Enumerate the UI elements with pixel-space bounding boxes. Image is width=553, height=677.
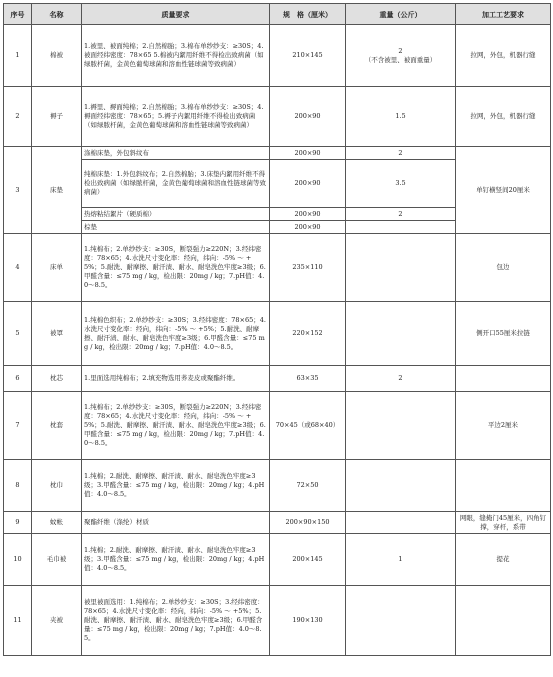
table-row <box>4 234 551 302</box>
row-spec: 72×50 <box>270 460 346 512</box>
table-row <box>4 512 551 534</box>
row-no: 2 <box>4 87 32 147</box>
header-weight: 重量（公斤） <box>346 4 456 25</box>
row-process: 侧开口55厘米拉链 <box>456 302 551 366</box>
header-name: 名称 <box>32 4 82 25</box>
row-weight: 2 <box>346 366 456 392</box>
row-quality: 热熔粘结絮片（硬质棉） <box>82 208 270 221</box>
table-row <box>4 392 551 460</box>
row-quality: 被里被面选用：1.纯棉布；2.单纱纱支：≥30S；3.经纬密度：78×65；4.水洗尺寸变化率：经向，纬向：-5% ～ +5%；5.耐洗、耐摩擦、耐汗渍、耐水、耐皂洗色牢度≥3级；6.甲醛含量：≤75 mg / kg，检出限：20mg / kg；7.pH值：4.0～8.5。 <box>82 586 270 656</box>
row-quality: 纯棉床垫：1.外包斜纹布；2.自然棉胎；3.床垫内絮用纤维不得检出致病菌（如绿脓杆菌，金黄色葡萄球菌和溶血性链球菌等致病菌） <box>82 160 270 208</box>
row-name: 被罩 <box>32 302 82 366</box>
table-row <box>4 586 551 656</box>
row-quality: 1.纯棉；2.耐洗、耐摩擦、耐汗渍、耐水、耐皂洗色牢度≥3级；3.甲醛含量：≤75 mg / kg，检出限：20mg / kg；4.pH值：4.0～8.5。 <box>82 460 270 512</box>
row-weight <box>346 460 456 512</box>
row-name: 床垫 <box>32 147 82 234</box>
row-spec: 235×110 <box>270 234 346 302</box>
row-quality: 聚酯纤维（涤纶）材质 <box>82 512 270 534</box>
row-process: 拉网，外包，机器行缝 <box>456 87 551 147</box>
row-name: 枕芯 <box>32 366 82 392</box>
row-process: 平边2厘米 <box>456 392 551 460</box>
row-spec: 200×90 <box>270 87 346 147</box>
table-row <box>4 366 551 392</box>
row-name: 夹被 <box>32 586 82 656</box>
row-quality: 1.被里、被面纯棉；2.自然棉胎；3.棉布单纱纱支：≥30S；4.被面经纬密度：78×65 5.棉被内絮用纤维不得检出致病菌（如绿脓杆菌，金黄色葡萄球菌和溶血性链球菌等致病菌） <box>82 25 270 87</box>
row-name: 蚊帐 <box>32 512 82 534</box>
row-name: 毛巾被 <box>32 534 82 586</box>
row-weight <box>346 512 456 534</box>
table-row <box>4 147 551 160</box>
row-process: 拉网，外包，机器行缝 <box>456 25 551 87</box>
product-spec-table <box>3 3 551 656</box>
row-quality: 1.里面选用纯棉布；2.填充物选用荞麦皮或聚酯纤维。 <box>82 366 270 392</box>
table-row <box>4 534 551 586</box>
row-name: 枕套 <box>32 392 82 460</box>
table-row <box>4 25 551 87</box>
row-no: 5 <box>4 302 32 366</box>
row-process: 网眼，缝掩门45厘米，四角钉撑，穿杆，系带 <box>456 512 551 534</box>
row-no: 1 <box>4 25 32 87</box>
row-weight <box>346 586 456 656</box>
row-no: 3 <box>4 147 32 234</box>
header-row <box>4 4 551 25</box>
row-spec: 200×90 <box>270 208 346 221</box>
row-process: 提花 <box>456 534 551 586</box>
row-process <box>456 586 551 656</box>
row-no: 8 <box>4 460 32 512</box>
row-weight: 1.5 <box>346 87 456 147</box>
row-quality: 1.纯棉；2.耐洗、耐摩擦、耐汗渍、耐水、耐皂洗色牢度≥3级；3.甲醛含量：≤75 mg / kg，检出限：20mg / kg；4.pH值：4.0～8.5。 <box>82 534 270 586</box>
row-spec: 70×45（或68×40） <box>270 392 346 460</box>
table-row <box>4 302 551 366</box>
row-process <box>456 366 551 392</box>
row-weight <box>346 221 456 234</box>
row-weight: 2 （不含被里、被面重量） <box>346 25 456 87</box>
row-quality: 1.纯棉布；2.单纱纱支：≥30S，断裂强力≥220N；3.经纬密度：78×65；4.水洗尺寸变化率：经向，纬向：-5% ～ +5%；5.耐洗、耐摩擦、耐汗渍、耐水、耐皂洗色牢度≥3级；6.甲醛含量：≤75 mg / kg，检出限：20mg / kg；7.pH值：4.0～8.5。 <box>82 392 270 460</box>
table-row <box>4 87 551 147</box>
row-weight: 3.5 <box>346 160 456 208</box>
row-spec: 220×152 <box>270 302 346 366</box>
header-quality: 质量要求 <box>82 4 270 25</box>
row-no: 4 <box>4 234 32 302</box>
row-quality: 1.纯棉色织布；2.单纱纱支：≥30S；3.经纬密度：78×65；4.水洗尺寸变化率：经向，纬向：-5% ～ +5%；5.耐洗、耐摩擦、耐汗渍、耐水、耐皂洗色牢度≥3级；6.甲醛含量：≤75 mg / kg，检出限：20mg / kg；7.pH值：4.0～8.5。 <box>82 302 270 366</box>
row-weight <box>346 302 456 366</box>
row-weight <box>346 234 456 302</box>
row-process: 单钉横竖间20厘米 <box>456 147 551 234</box>
row-quality: 棕垫 <box>82 221 270 234</box>
header-no: 序号 <box>4 4 32 25</box>
table-row <box>4 460 551 512</box>
row-process: 包边 <box>456 234 551 302</box>
row-spec: 200×90 <box>270 160 346 208</box>
row-no: 6 <box>4 366 32 392</box>
row-weight: 2 <box>346 147 456 160</box>
row-spec: 200×145 <box>270 534 346 586</box>
row-spec: 210×145 <box>270 25 346 87</box>
row-no: 7 <box>4 392 32 460</box>
row-name: 床单 <box>32 234 82 302</box>
row-spec: 63×35 <box>270 366 346 392</box>
row-no: 10 <box>4 534 32 586</box>
row-weight: 2 <box>346 208 456 221</box>
header-process: 加工工艺要求 <box>456 4 551 25</box>
row-no: 11 <box>4 586 32 656</box>
row-weight <box>346 392 456 460</box>
row-name: 枕巾 <box>32 460 82 512</box>
row-spec: 200×90 <box>270 147 346 160</box>
row-quality: 1.褥里、褥面纯棉；2.自然棉胎；3.棉布单纱纱支：≥30S；4.褥面经纬密度：78×65；5.褥子内絮用纤维不得检出致病菌（如绿脓杆菌，金黄色葡萄球菌和溶血性链球菌等致病菌） <box>82 87 270 147</box>
row-spec: 200×90×150 <box>270 512 346 534</box>
row-name: 棉被 <box>32 25 82 87</box>
row-quality: 1.纯棉布；2.单纱纱支：≥30S，断裂强力≥220N；3.经纬密度：78×65；4.水洗尺寸变化率：经向，纬向：-5% ～ +5%；5.耐洗、耐摩擦、耐汗渍、耐水、耐皂洗色牢度≥3级；6.甲醛含量：≤75 mg / kg，检出限：20mg / kg；7.pH值：4.0～8.5。 <box>82 234 270 302</box>
row-no: 9 <box>4 512 32 534</box>
row-weight: 1 <box>346 534 456 586</box>
row-quality: 涤棉床垫，外包斜纹布 <box>82 147 270 160</box>
row-name: 褥子 <box>32 87 82 147</box>
header-spec: 规 格（厘米） <box>270 4 346 25</box>
row-spec: 200×90 <box>270 221 346 234</box>
row-process <box>456 460 551 512</box>
row-spec: 190×130 <box>270 586 346 656</box>
